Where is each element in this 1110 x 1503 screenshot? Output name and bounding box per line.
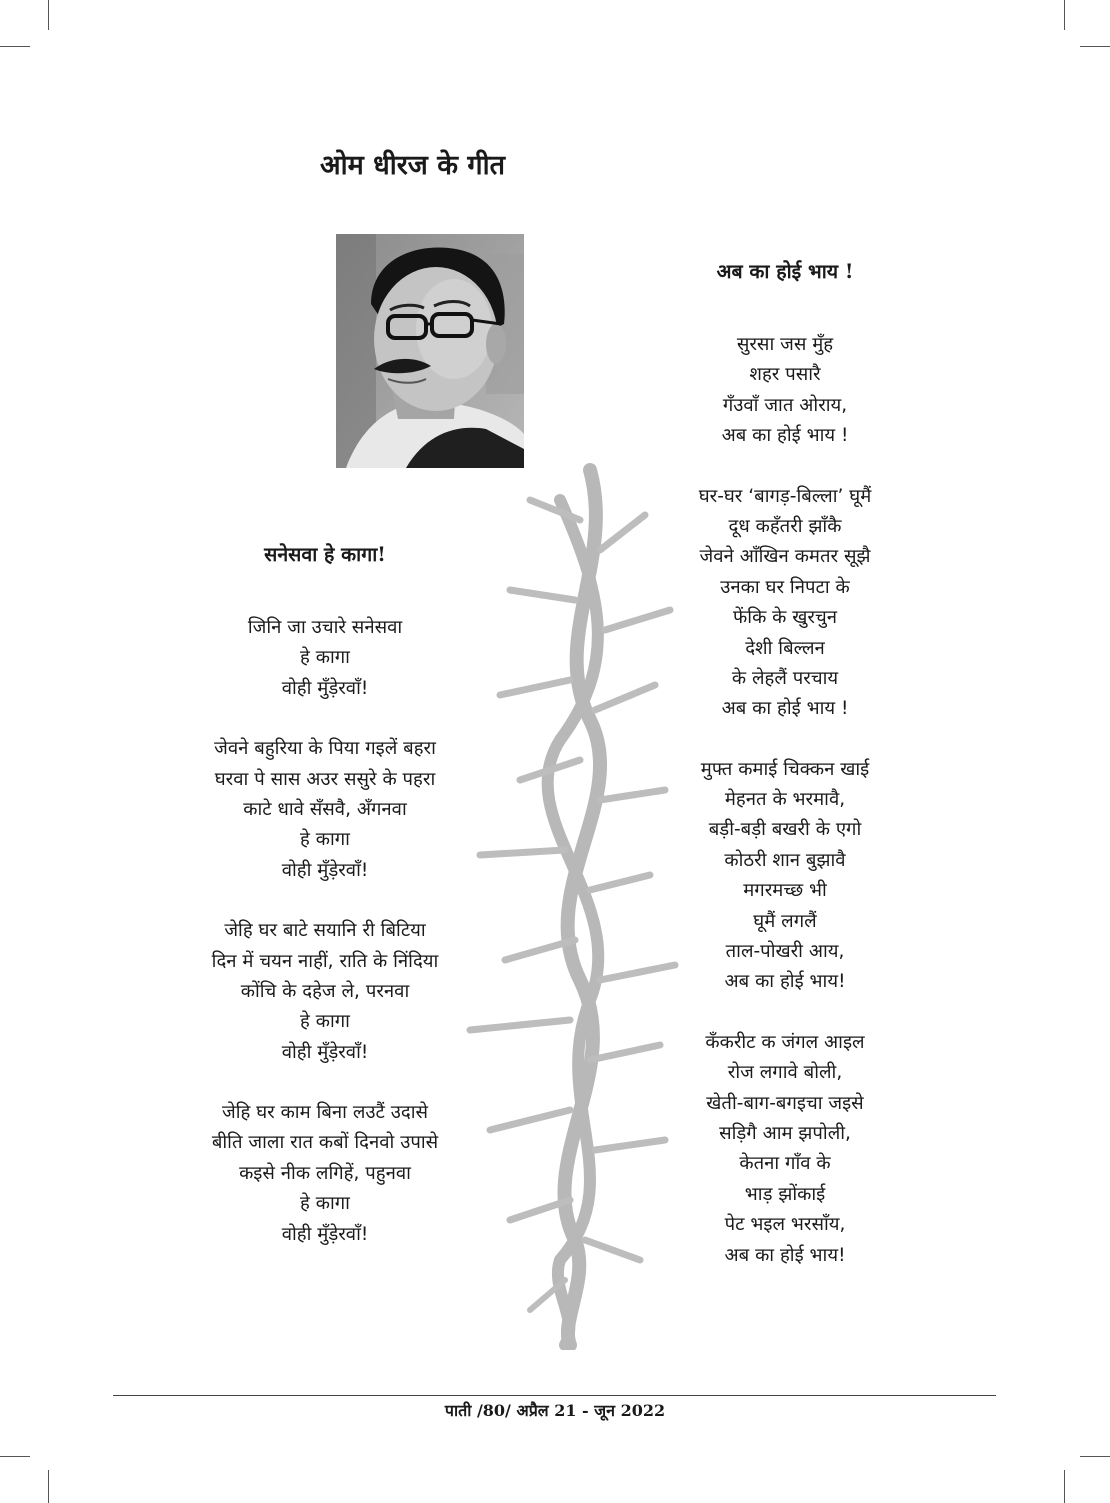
poem-line: भाड़ झोंकाई (744, 1183, 826, 1205)
poem-line: गँउवाँ जात ओराय, (722, 394, 848, 416)
poem-line: जिनि जा उचारे सनेसवा (247, 617, 403, 638)
poem-line: घरवा पे सास अउर ससुरे के पहरा (214, 768, 436, 790)
poem-line: मुफ्त कमाई चिक्कन खाई (700, 758, 870, 780)
poem-line: हे कागा (300, 1193, 350, 1215)
poem-line: दूध कहँतरी झाँकै (728, 515, 842, 537)
poem-left-heading: सनेसवा हे कागा! (264, 543, 386, 566)
poem-line: वोही मुँड़ेरवाँ! (281, 677, 369, 699)
crop-mark (1080, 1456, 1110, 1457)
poem-line: घूमैं लगलैं (753, 910, 817, 932)
poem-line: अब का होई भाय ! (721, 698, 849, 720)
portrait-image (336, 234, 524, 468)
poem-stanza (160, 734, 490, 886)
crop-mark (1064, 0, 1065, 30)
poem-right-heading: अब का होई भाय ! (716, 260, 854, 283)
poem-stanza (660, 330, 910, 452)
poem-line: जेहि घर बाटे सयानि री बिटिया (224, 920, 426, 942)
poem-stanza (160, 1098, 490, 1250)
poem-line: अब का होई भाय! (724, 1244, 846, 1266)
poem-line: जेवने बहुरिया के पिया गइलें बहरा (214, 738, 436, 760)
poem-line: जेवने आँखिन कमतर सूझै (699, 546, 871, 568)
crop-mark (1064, 1470, 1065, 1503)
poem-line: कइसे नीक लगिहें, पहुनवा (239, 1162, 411, 1184)
footer-divider (113, 1395, 996, 1396)
crop-mark (48, 1470, 49, 1503)
poem-line: देशी बिल्लन (745, 637, 825, 659)
poem-left (160, 537, 490, 1280)
page-title: ओम धीरज के गीत (320, 150, 505, 181)
poem-line: हे कागा (300, 647, 350, 669)
poem-line: हे कागा (300, 829, 350, 851)
poem-line: बीति जाला रात कबों दिनवो उपासे (211, 1132, 439, 1154)
poem-line: अब का होई भाय ! (721, 425, 849, 447)
poem-line: बड़ी-बड़ी बखरी के एगो (708, 819, 862, 841)
poem-line: सुरसा जस मुँह (736, 334, 834, 355)
poem-line: पेट भइल भरसाँय, (724, 1214, 846, 1236)
poem-line: मेहनत के भरमावै, (724, 789, 846, 811)
poem-stanza (660, 1028, 910, 1271)
poem-right (660, 258, 910, 1301)
poem-line: वोही मुँड़ेरवाँ! (281, 1041, 369, 1063)
poem-line: रोज लगावे बोली, (727, 1062, 843, 1084)
poem-line: वोही मुँड़ेरवाँ! (281, 859, 369, 881)
poem-stanza (160, 613, 490, 704)
poem-line: काटे धावे सँसवै, अँगनवा (243, 798, 407, 820)
poem-stanza (660, 482, 910, 725)
poem-line: खेती-बाग-बगइचा जइसे (706, 1092, 864, 1114)
poem-line: दिन में चयन नाहीं, राति के निंदिया (211, 950, 439, 972)
poem-line: उनका घर निपटा के (720, 576, 850, 598)
poem-line: अब का होई भाय! (724, 971, 846, 993)
poem-stanza (160, 916, 490, 1068)
poem-line: जेहि घर काम बिना लउटैं उदासे (222, 1102, 428, 1124)
poem-line: केतना गाँव के (739, 1153, 831, 1175)
poem-line: हे कागा (300, 1011, 350, 1033)
poem-line: ताल-पोखरी आय, (725, 941, 845, 963)
poem-line: कोंचि के दहेज ले, परनवा (240, 980, 410, 1002)
page-footer: पाती /80/ अप्रैल 21 - जून 2022 (444, 1401, 666, 1420)
crop-mark (0, 1456, 30, 1457)
poem-line: कँकरीट क जंगल आइल (705, 1031, 865, 1053)
poem-line: शहर पसारै (749, 364, 821, 386)
poem-line: मगरमच्छ भी (743, 880, 827, 902)
crop-mark (0, 46, 30, 47)
crop-mark (1080, 46, 1110, 47)
poet-photo (336, 234, 524, 468)
poem-line: घर-घर ‘बागड़-बिल्ला’ घूमैं (698, 485, 872, 507)
poem-stanza (660, 755, 910, 998)
crop-mark (48, 0, 49, 30)
poem-line: के लेहलैं परचाय (731, 667, 839, 689)
poem-line: कोठरी शान बुझावै (724, 849, 846, 871)
poem-line: फेंकि के खुरचुन (733, 607, 837, 629)
poem-line: सड़िगै आम झपोली, (719, 1122, 851, 1144)
poem-line: वोही मुँड़ेरवाँ! (281, 1223, 369, 1245)
